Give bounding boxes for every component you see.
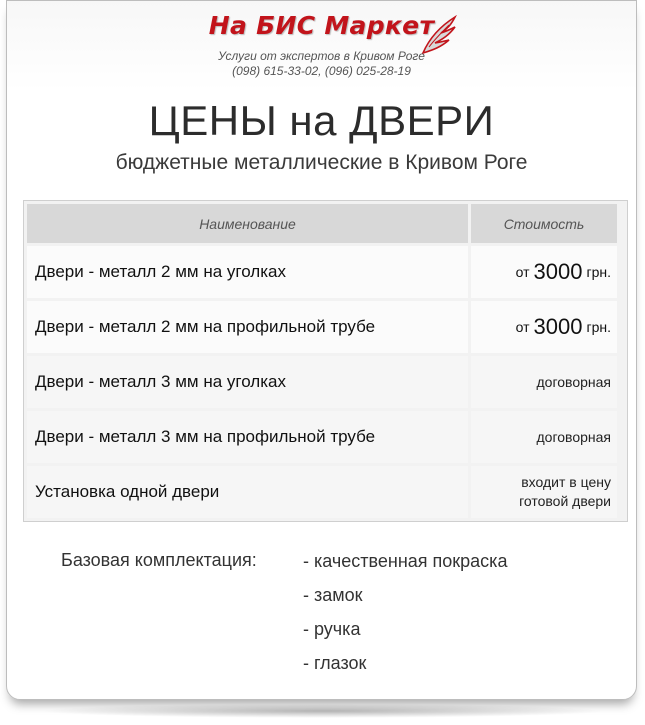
price-text-line2: готовой двери [519, 493, 611, 509]
card-shadow [40, 704, 605, 718]
table-row [27, 246, 624, 298]
table-row [27, 466, 624, 518]
base-package-label: Базовая комплектация: [61, 550, 257, 570]
phones[interactable]: (098) 615-33-02, (096) 025-28-19 [232, 64, 411, 78]
item-name: Двери - металл 2 мм на уголках [27, 246, 468, 298]
price-table [23, 200, 628, 522]
page-subtitle: бюджетные металлические в Кривом Роге [115, 151, 528, 174]
item-name: Установка одной двери [27, 466, 468, 518]
price-value: 3000 [533, 259, 583, 284]
list-item: - замок [303, 585, 363, 605]
item-price [471, 466, 617, 518]
logo[interactable] [7, 11, 636, 40]
price-from: от [515, 264, 530, 280]
price-card [6, 0, 637, 700]
item-name: Двери - металл 2 мм на профильной трубе [27, 301, 468, 353]
item-price [471, 301, 617, 353]
logo-subtitle [7, 49, 636, 79]
tagline: Услуги от экспертов в Кривом Роге [218, 49, 425, 63]
column-header-price: Стоимость [471, 204, 617, 243]
table-header [27, 204, 624, 243]
item-name: Двери - металл 3 мм на уголках [27, 356, 468, 408]
price-unit: грн. [586, 264, 611, 280]
price-text-line1: входит в цену [521, 474, 611, 490]
item-price [471, 356, 617, 408]
table-row [27, 411, 624, 463]
page-title: ЦЕНЫ на ДВЕРИ [148, 97, 495, 144]
column-header-name: Наименование [27, 204, 468, 243]
list-item: - качественная покраска [303, 551, 508, 571]
table-row [27, 356, 624, 408]
list-item: - глазок [303, 653, 367, 673]
item-name: Двери - металл 3 мм на профильной трубе [27, 411, 468, 463]
price-text: договорная [536, 428, 611, 445]
logo-title: На БИС Маркет [208, 11, 435, 40]
base-package-list [303, 550, 507, 686]
price-from: от [515, 319, 530, 335]
price-value: 3000 [533, 314, 583, 339]
price-text: договорная [536, 373, 611, 390]
item-price [471, 246, 617, 298]
table-row [27, 301, 624, 353]
price-unit: грн. [586, 319, 611, 335]
list-item: - ручка [303, 619, 361, 639]
item-price [471, 411, 617, 463]
